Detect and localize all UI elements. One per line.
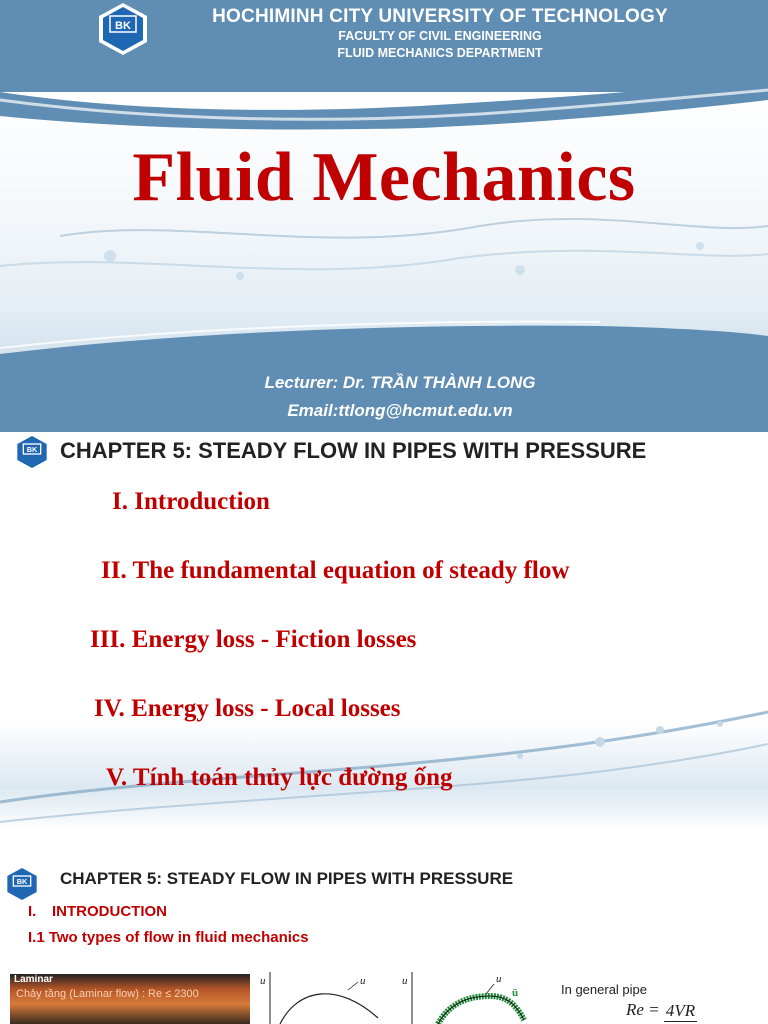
toc-text: Energy loss - Fiction losses <box>131 626 417 653</box>
svg-text:BK: BK <box>16 877 28 886</box>
turbulent-velocity-profile <box>400 968 530 1024</box>
contents-slide <box>0 432 768 848</box>
laminar-label: Chảy tầng (Laminar flow) : Re ≤ 2300 <box>16 988 199 1000</box>
re-numerator: 4VR <box>665 1000 696 1020</box>
water-splash-top <box>0 70 768 130</box>
toc-number: V. <box>106 764 128 791</box>
plot-curve-label: u <box>496 973 502 985</box>
section-title: INTRODUCTION <box>52 903 167 920</box>
toc-item-1[interactable] <box>112 488 270 516</box>
general-pipe-label: In general pipe <box>561 982 648 997</box>
laminar-flow-image <box>10 974 250 1024</box>
toc-text: The fundamental equation of steady flow <box>132 557 570 584</box>
toc-number: III. <box>90 626 126 653</box>
toc-number: II. <box>101 557 127 584</box>
section-heading <box>28 903 167 920</box>
toc-number: IV. <box>94 695 125 722</box>
toc-item-3[interactable] <box>90 626 416 654</box>
university-logo <box>14 434 50 475</box>
svg-text:BK: BK <box>26 445 38 454</box>
laminar-velocity-profile <box>258 968 388 1024</box>
toc-text: Energy loss - Local losses <box>131 695 401 722</box>
toc-item-2[interactable] <box>101 557 569 585</box>
title-slide <box>0 0 768 432</box>
water-splash-bottom <box>0 320 768 360</box>
department-name: FLUID MECHANICS DEPARTMENT <box>337 46 543 60</box>
university-name: HOCHIMINH CITY UNIVERSITY OF TECHNOLOGY <box>212 6 668 27</box>
chapter-title: CHAPTER 5: STEADY FLOW IN PIPES WITH PRESSURE <box>60 438 647 463</box>
plot-curve-label: u <box>360 975 366 987</box>
university-logo <box>4 866 40 907</box>
chapter-title: CHAPTER 5: STEADY FLOW IN PIPES WITH PRESSURE <box>60 869 514 888</box>
toc-number: I. <box>112 488 128 515</box>
section-number: I. <box>28 903 37 920</box>
introduction-slide <box>0 848 768 1024</box>
logo-text: BK <box>115 20 131 32</box>
lecturer-name: Lecturer: Dr. TRẦN THÀNH LONG <box>264 373 536 392</box>
plot-axis-label: u <box>260 975 266 987</box>
plot-axis-label: u <box>402 975 408 987</box>
laminar-tag: Laminar <box>14 974 53 985</box>
toc-text: Tính toán thủy lực đường ống <box>132 764 453 791</box>
toc-item-4[interactable] <box>94 695 401 723</box>
course-title: Fluid Mechanics <box>132 139 636 216</box>
reynolds-formula <box>626 1000 697 1022</box>
faculty-name: FACULTY OF CIVIL ENGINEERING <box>338 29 542 43</box>
toc-text: Introduction <box>134 488 270 515</box>
subsection-heading: I.1 Two types of flow in fluid mechanics <box>28 929 309 946</box>
lecturer-email: Email:ttlong@hcmut.edu.vn <box>287 401 513 420</box>
re-lhs: Re = <box>626 1000 660 1019</box>
plot-mean-label: ū <box>512 987 519 999</box>
toc-item-5[interactable] <box>106 764 453 792</box>
